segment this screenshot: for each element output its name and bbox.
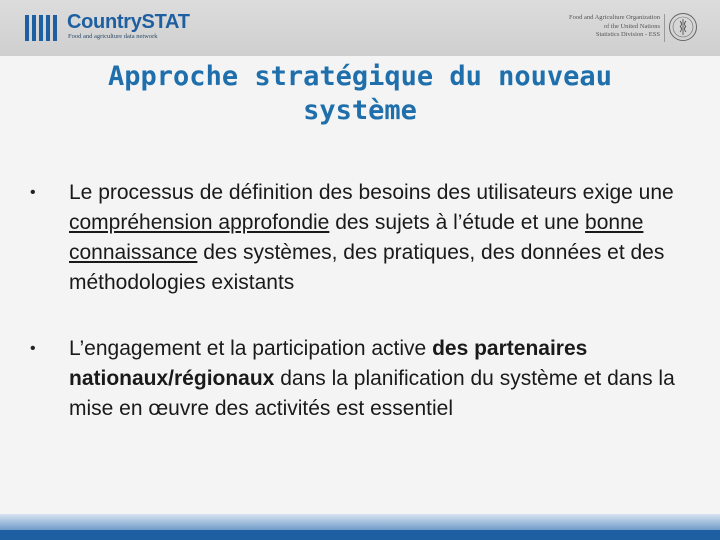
- title-line: système: [303, 95, 417, 126]
- footer-bar: [0, 514, 720, 540]
- bullet-marker: •: [30, 184, 36, 201]
- bullet-text: [69, 334, 704, 424]
- logo-title: CountrySTAT: [67, 11, 190, 33]
- underlined-text: compréhension approfondie: [69, 211, 330, 234]
- slide-title: [0, 60, 720, 128]
- bullet-text: [69, 178, 704, 298]
- text-run: Le processus de définition des besoins des utilisateurs exige une: [69, 181, 674, 204]
- underlined-text: bonne connaissance: [69, 211, 644, 264]
- bullet-marker: •: [30, 340, 36, 357]
- logo-subtitle: Food and agriculture data network: [68, 33, 158, 40]
- text-run: dans la planification du système et dans la mise en œuvre des activités est essentiel: [69, 367, 675, 420]
- header-bar: [0, 0, 720, 56]
- divider: [664, 14, 665, 42]
- footer-strip: [0, 530, 720, 540]
- text-run: des systèmes, des pratiques, des données et des méthodologies existants: [69, 241, 665, 294]
- title-line: Approche stratégique du nouveau: [108, 61, 612, 92]
- org-line: Statistics Division - ESS: [595, 31, 660, 38]
- org-line: Food and Agriculture Organization: [568, 14, 660, 21]
- text-run: des sujets à l’étude et une: [329, 211, 586, 234]
- text-run: L’engagement et la participation active: [69, 337, 433, 360]
- fao-emblem-icon: [668, 12, 698, 42]
- bold-text: des partenaires nationaux/régionaux: [69, 337, 588, 390]
- org-line: of the United Nations: [603, 22, 660, 30]
- organization-name: [569, 14, 660, 40]
